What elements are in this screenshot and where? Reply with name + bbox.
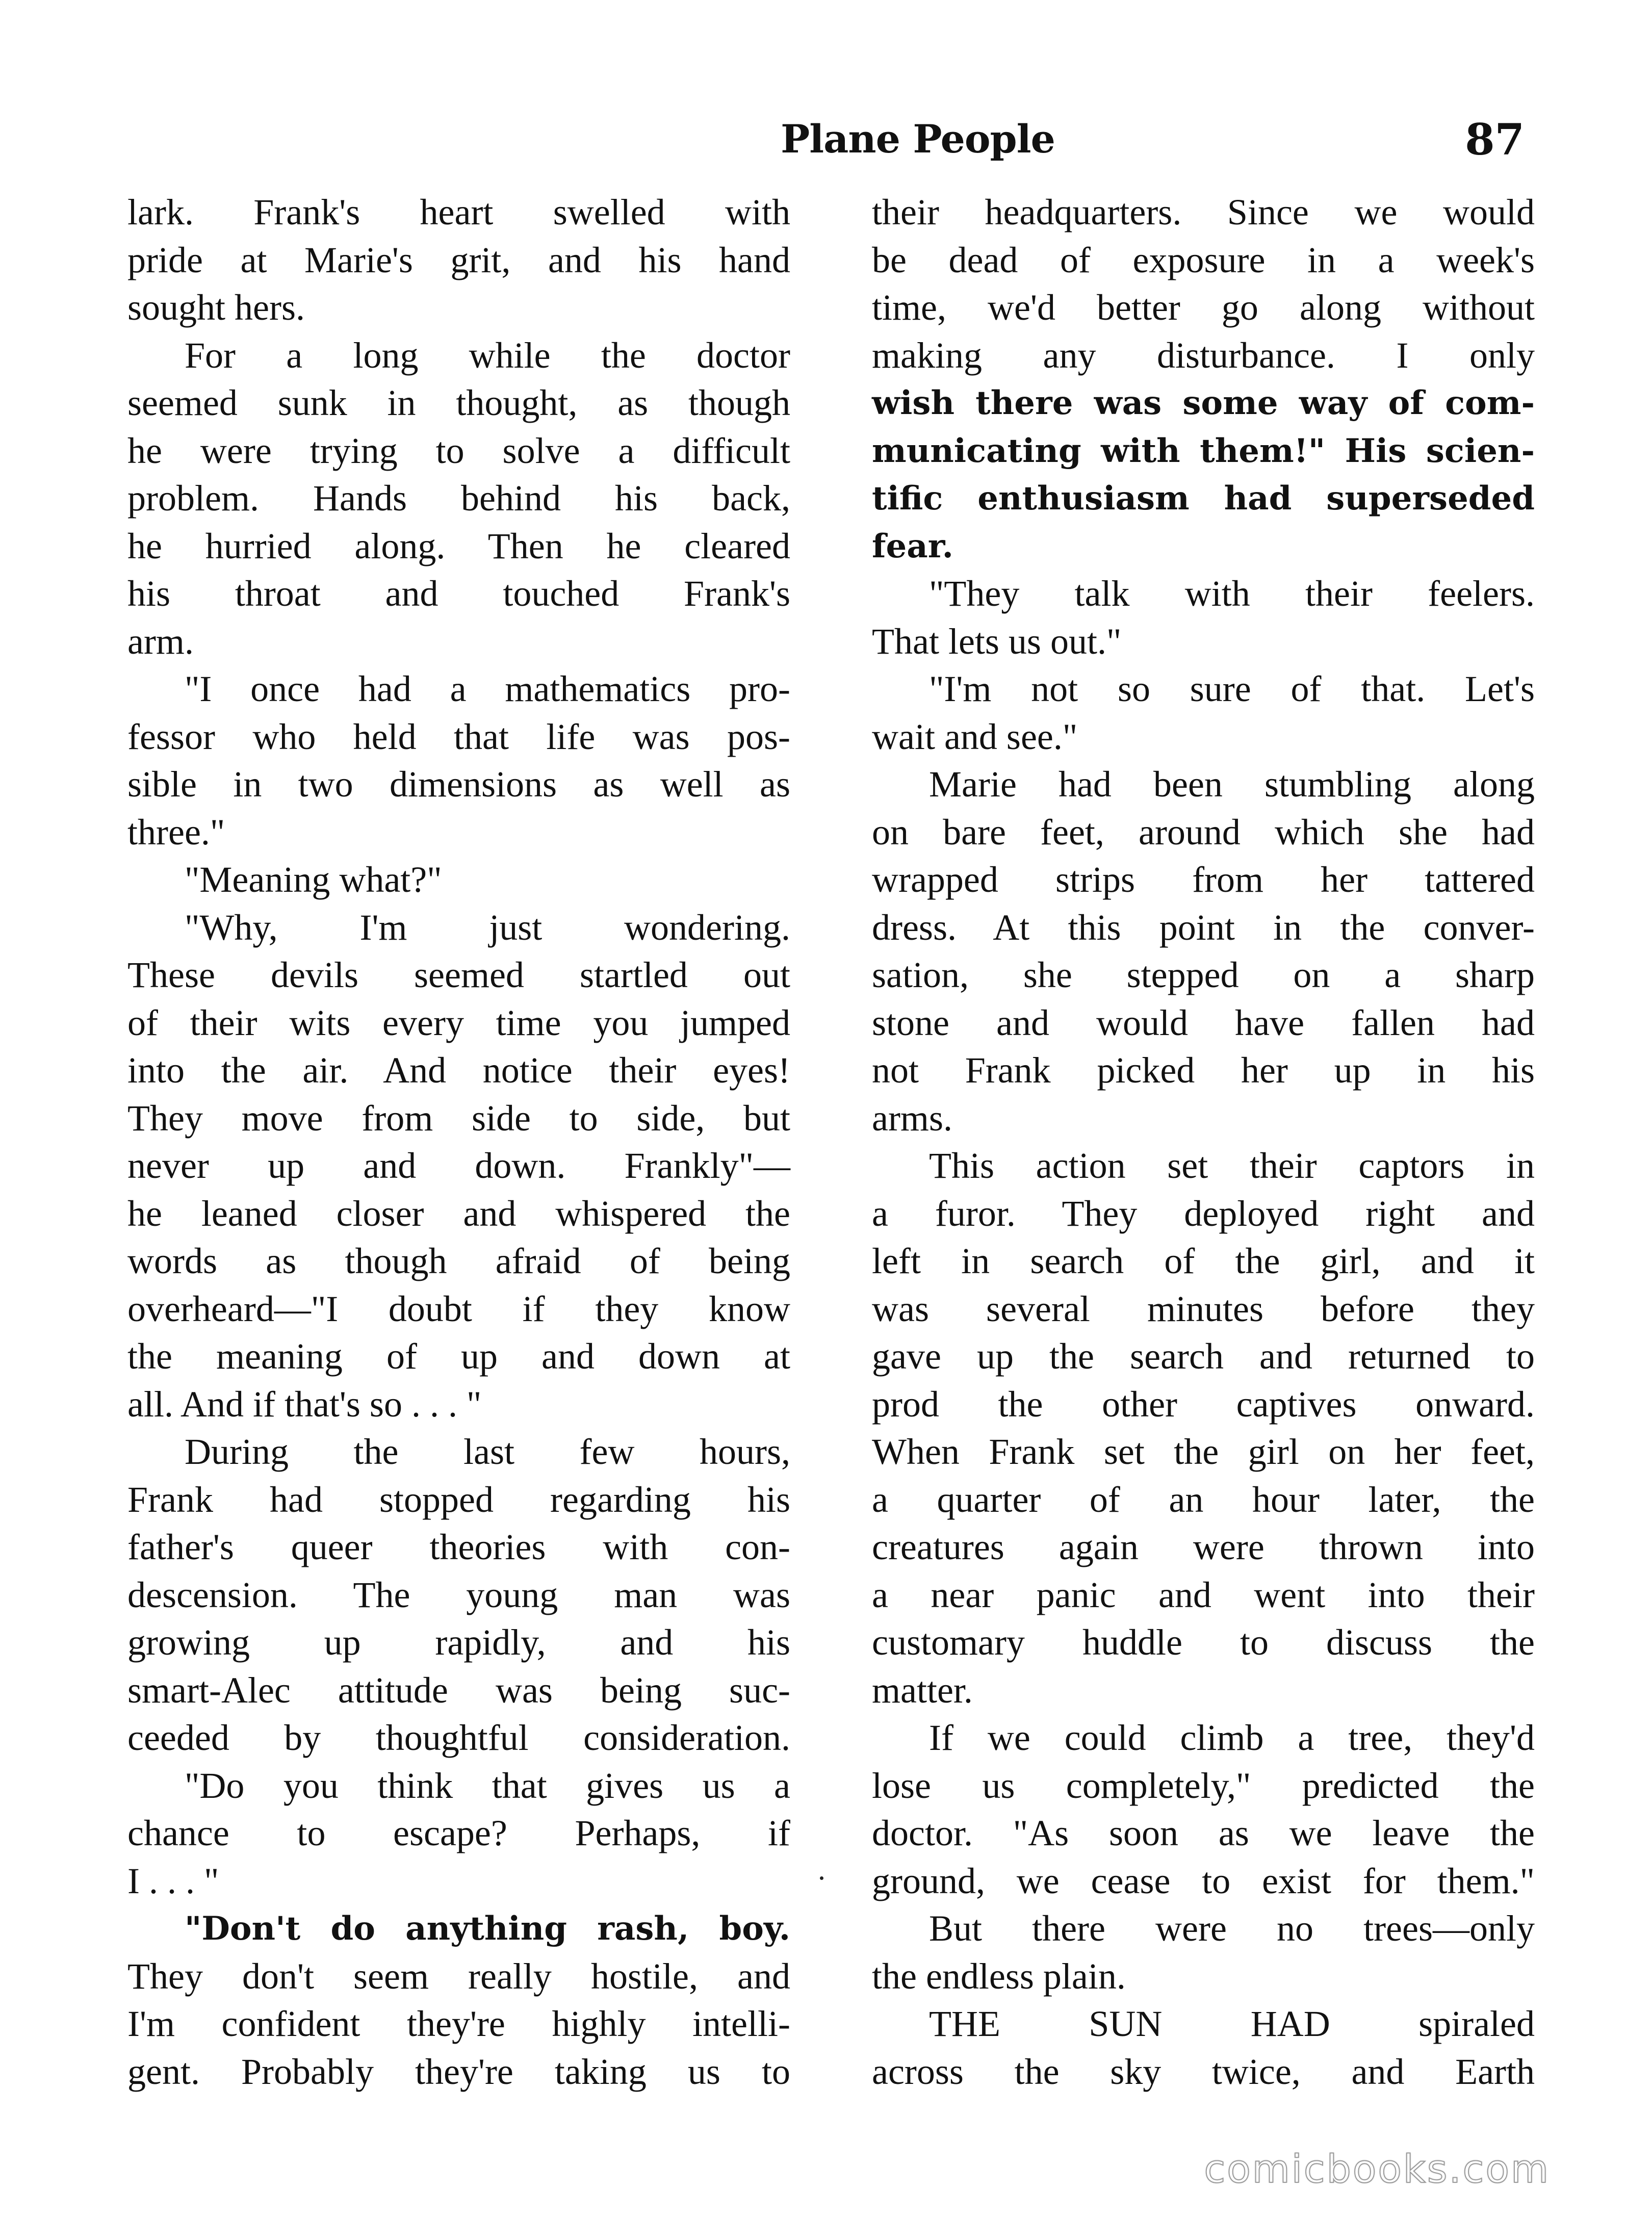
text-line: never up and down. Frankly"— [127,1145,790,1186]
text-line: stone and would have fallen had [872,1002,1535,1043]
text-line: "Meaning what?" [185,859,442,900]
text-line: THE SUN HAD spiraled [929,2003,1535,2044]
text-line: sation, she stepped on a sharp [872,955,1535,995]
text-line: father's queer theories with con- [127,1527,790,1567]
text-line: all. And if that's so . . . " [127,1383,482,1425]
text-line: arms. [872,1097,952,1139]
text-line: matter. [872,1669,973,1711]
text-line: not Frank picked her up in his [872,1050,1535,1091]
text-line: smart-Alec attitude was being suc- [127,1669,790,1711]
text-line: municating with them!" His scien- [872,431,1535,470]
text-line: he hurried along. Then he cleared [127,525,790,566]
text-line: a quarter of an hour later, the [872,1479,1535,1520]
text-line: If we could climb a tree, they'd [929,1717,1535,1758]
right-column [872,189,1535,2096]
text-line: dress. At this point in the conver- [872,907,1535,948]
text-line: descension. The young man was [127,1574,790,1615]
text-line: I'm confident they're highly intelli- [127,2003,790,2044]
text-line: They move from side to side, but [127,1097,790,1139]
page-header [127,107,1525,178]
text-line: across the sky twice, and Earth [872,2051,1535,2092]
text-line: These devils seemed startled out [127,955,790,995]
text-line: That lets us out." [872,621,1122,662]
text-line: arm. [127,621,194,662]
text-line: gave up the search and returned to [872,1336,1535,1377]
text-line: sought hers. [127,287,305,328]
text-line: growing up rapidly, and his [127,1622,790,1663]
text-line: words as though afraid of being [127,1241,790,1281]
text-line: doctor. "As soon as we leave the [872,1813,1535,1853]
text-line: When Frank set the girl on her feet, [872,1431,1535,1472]
text-line: Frank had stopped regarding his [127,1479,790,1520]
text-line: "Why, I'm just wondering. [185,907,790,948]
text-line: seemed sunk in thought, as though [127,382,790,423]
text-line: tific enthusiasm had superseded [872,479,1535,518]
text-line: Marie had been stumbling along [929,764,1535,805]
text-line: They don't seem really hostile, and [127,1955,790,1997]
text-line: he leaned closer and whispered the [127,1193,790,1234]
text-line: wait and see." [872,716,1078,757]
text-line: into the air. And notice their eyes! [127,1050,790,1091]
text-line: I . . . " [127,1860,219,1901]
text-line: fear. [872,527,953,565]
text-line: pride at Marie's grit, and his hand [127,239,790,280]
text-line: creatures again were thrown into [872,1527,1535,1567]
running-title: Plane People [781,116,1055,162]
text-line: lark. Frank's heart swelled with [127,192,790,233]
text-line: "I once had a mathematics pro- [185,668,790,709]
text-line: chance to escape? Perhaps, if [127,1813,790,1853]
text-line: prod the other captives onward. [872,1383,1535,1425]
text-line: During the last few hours, [185,1431,790,1472]
text-line: sible in two dimensions as well as [127,764,790,805]
text-line: his throat and touched Frank's [127,573,790,614]
text-line: fessor who held that life was pos- [127,716,790,757]
text-line: three." [127,811,225,853]
page-number: 87 [1465,114,1525,165]
text-line: be dead of exposure in a week's [872,239,1535,280]
text-line: But there were no trees—only [929,1908,1535,1949]
text-line: ceeded by thoughtful consideration. [127,1717,790,1758]
text-line: was several minutes before they [872,1288,1535,1329]
text-line: problem. Hands behind his back, [127,478,790,519]
watermark: comicbooks.com [1204,2146,1550,2191]
text-line: the meaning of up and down at [127,1336,790,1377]
text-line: a furor. They deployed right and [872,1193,1535,1234]
text-line: ground, we cease to exist for them." [872,1860,1535,1901]
text-line: their headquarters. Since we would [872,192,1535,233]
left-column [127,189,790,2096]
text-line: overheard—"I doubt if they know [127,1288,790,1329]
text-line: "Don't do anything rash, boy. [185,1910,790,1948]
text-line: "They talk with their feelers. [929,573,1535,614]
text-line: "Do you think that gives us a [185,1765,790,1806]
text-line: gent. Probably they're taking us to [127,2051,790,2092]
text-line: he were trying to solve a difficult [127,430,790,471]
text-line: making any disturbance. I only [872,334,1535,376]
text-line: For a long while the doctor [185,334,790,376]
text-line: on bare feet, around which she had [872,811,1535,853]
text-line: customary huddle to discuss the [872,1622,1535,1663]
text-line: This action set their captors in [929,1145,1535,1186]
text-line: "I'm not so sure of that. Let's [929,668,1535,709]
text-line: left in search of the girl, and it [872,1241,1535,1281]
text-line: the endless plain. [872,1955,1126,1997]
text-line: time, we'd better go along without [872,287,1535,328]
text-line: a near panic and went into their [872,1574,1535,1615]
text-line: wrapped strips from her tattered [872,859,1535,900]
text-line: wish there was some way of com- [872,384,1535,422]
text-line: lose us completely," predicted the [872,1765,1535,1806]
text-line: of their wits every time you jumped [127,1002,790,1043]
print-speck [820,1876,823,1880]
